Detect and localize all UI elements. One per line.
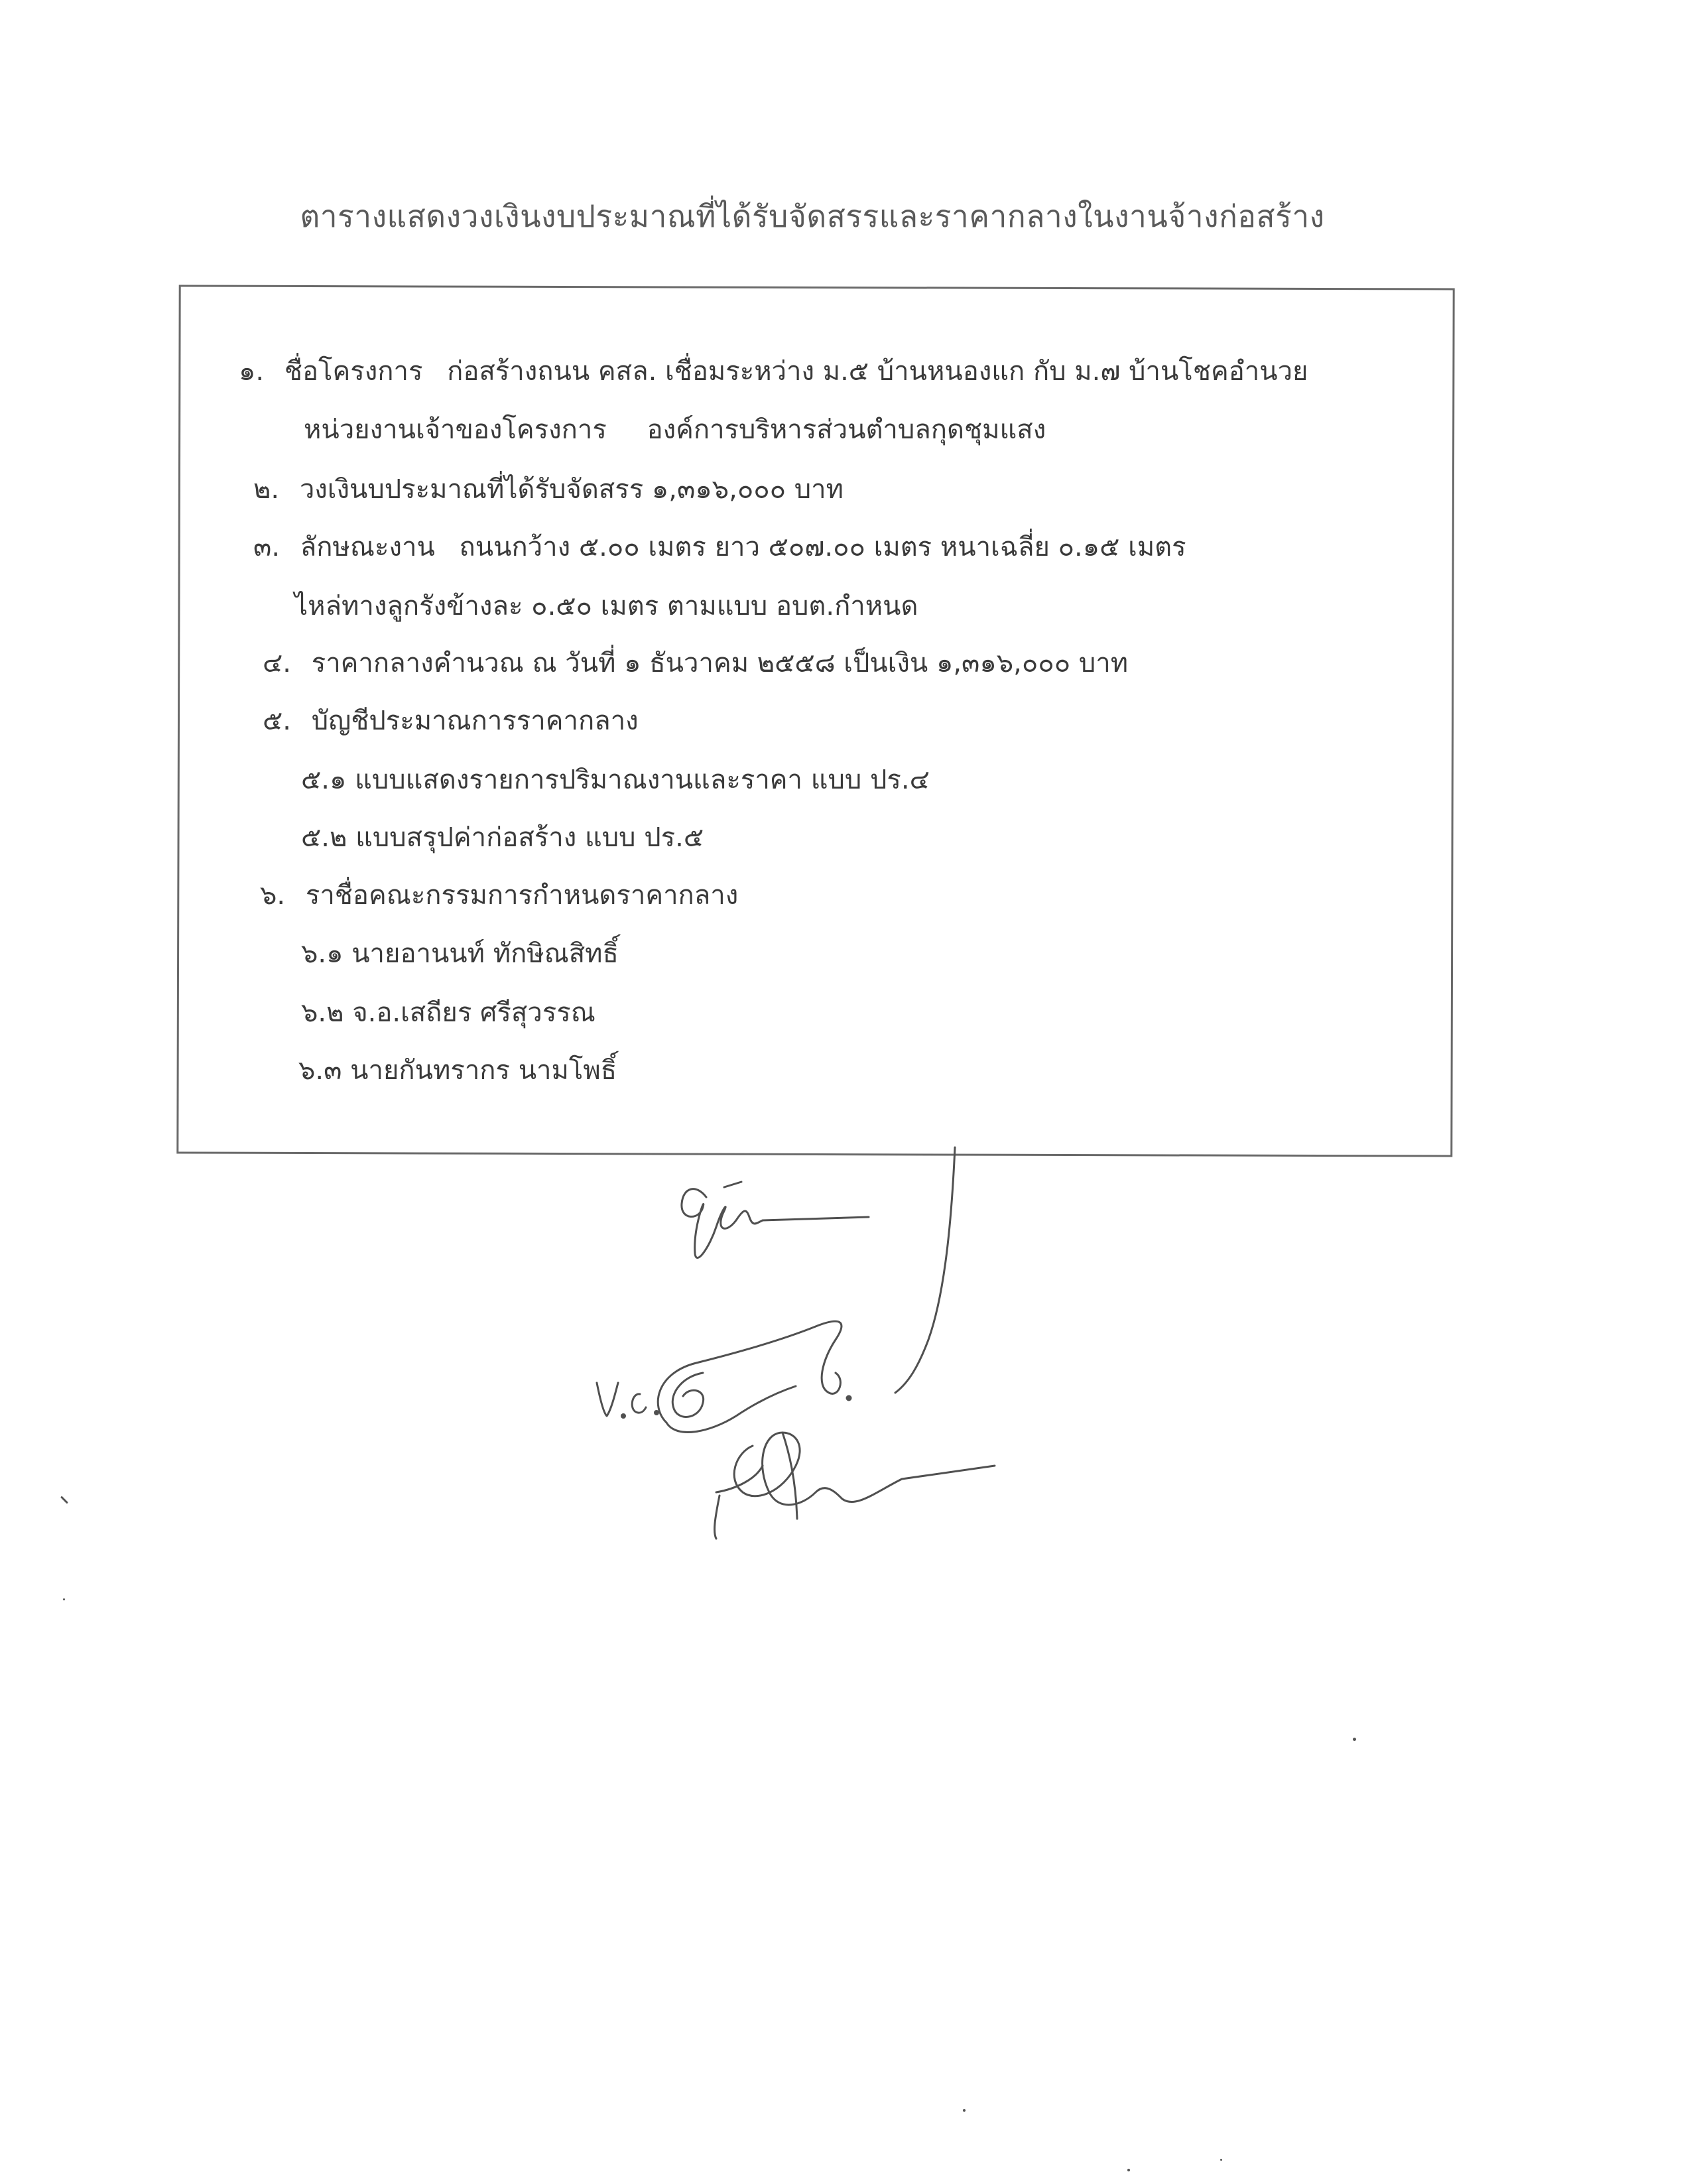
estimate-text: บัญชีประมาณการราคากลาง	[311, 706, 639, 736]
work-line1: ถนนกว้าง ๕.๐๐ เมตร ยาว ๕๐๗.๐๐ เมตร หนาเฉลี่ย ๐.๑๕ เมตร	[459, 532, 1186, 562]
signature-2	[658, 1321, 851, 1432]
item-number: ๖.	[260, 880, 286, 911]
median-price-text: ราคากลางคำนวณ ณ วันที่ ๑ ธันวาคม ๒๕๕๘ เป็นเงิน ๑,๓๑๖,๐๐๐ บาท	[311, 648, 1129, 678]
page-title: ตารางแสดงวงเงินงบประมาณที่ได้รับจัดสรรและราคากลางในงานจ้างก่อสร้าง	[300, 198, 1325, 234]
scan-speck	[1127, 2169, 1130, 2171]
signatures	[584, 1121, 1048, 1559]
work-label: ลักษณะงาน	[300, 532, 435, 562]
scan-speck	[1220, 2159, 1222, 2161]
item-budget	[253, 476, 844, 503]
committee-member: ๖.๒ จ.อ.เสถียร ศรีสุวรรณ	[301, 997, 595, 1028]
item-owner	[304, 417, 1046, 443]
item-median-price	[263, 650, 1128, 676]
item-work	[253, 534, 1186, 560]
estimate-sub-item: ๕.๒ แบบสรุปค่าก่อสร้าง แบบ ปร.๕	[301, 822, 704, 853]
item-committee	[260, 882, 738, 909]
signature-3	[715, 1433, 995, 1539]
scan-speck	[60, 1496, 68, 1504]
item-number: ๓.	[253, 532, 281, 562]
signature-stroke	[895, 1147, 955, 1393]
budget-text: วงเงินบประมาณที่ได้รับจัดสรร ๑,๓๑๖,๐๐๐ บาท	[299, 474, 844, 505]
owner-label: หน่วยงานเจ้าของโครงการ	[304, 415, 607, 445]
project-value: ก่อสร้างถนน คสล. เชื่อมระหว่าง ม.๕ บ้านหนองแก กับ ม.๗ บ้านโชคอำนวย	[447, 356, 1308, 387]
signature-prefix-mark	[597, 1383, 658, 1418]
committee-text: ราชื่อคณะกรรมการกำหนดราคากลาง	[305, 880, 739, 911]
item-project	[239, 358, 1308, 385]
item-number: ๕.	[263, 706, 291, 736]
scan-speck	[1353, 1738, 1356, 1741]
signature-1	[682, 1182, 869, 1257]
item-number: ๑.	[239, 356, 265, 387]
committee-member: ๖.๓ นายกันทรากร นามโพธิ์	[298, 1055, 617, 1086]
scan-speck	[963, 2109, 966, 2112]
project-label: ชื่อโครงการ	[284, 356, 423, 387]
scan-speck	[63, 1598, 65, 1600]
item-estimate	[263, 708, 639, 734]
estimate-sub-item: ๕.๑ แบบแสดงรายการปริมาณงานและราคา แบบ ปร.๔	[301, 765, 930, 795]
owner-value: องค์การบริหารส่วนตำบลกุดชุมแสง	[647, 415, 1046, 445]
work-line2: ไหล่ทางลูกรังข้างละ ๐.๕๐ เมตร ตามแบบ อบต.กำหนด	[294, 591, 918, 621]
item-number: ๒.	[253, 474, 280, 505]
committee-member: ๖.๑ นายอานนท์ ทักษิณสิทธิ์	[301, 938, 619, 969]
item-number: ๔.	[263, 648, 291, 678]
